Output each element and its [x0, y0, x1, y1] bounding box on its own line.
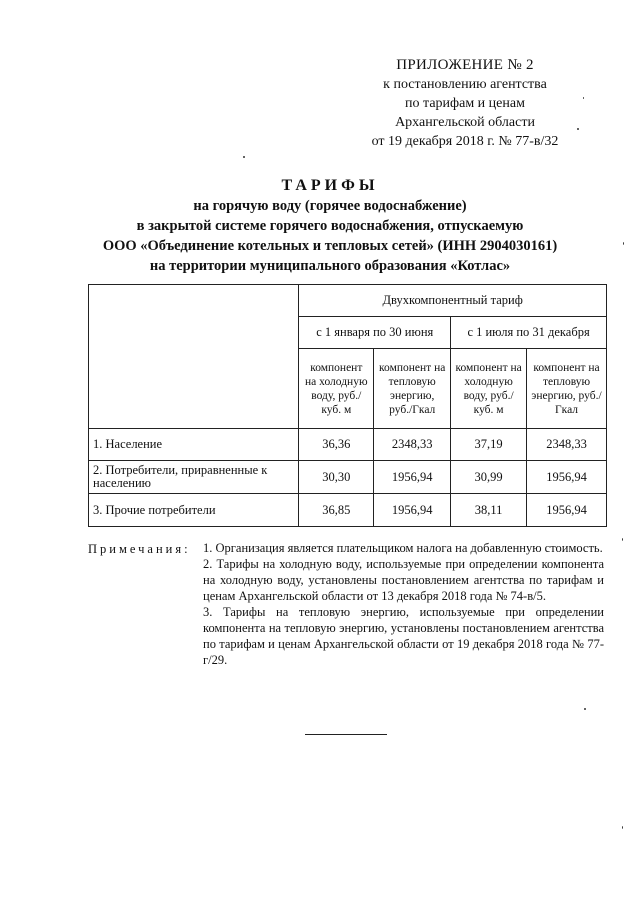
document-title	[60, 176, 600, 276]
title-line: на горячую воду (горячее водоснабжение)	[193, 198, 467, 214]
table-row	[89, 494, 607, 527]
group-header: Двухкомпонентный тариф	[299, 285, 607, 317]
period-header-2: с 1 июля по 31 декабря	[451, 317, 607, 349]
appendix-line: к постановлению агентства	[383, 77, 547, 92]
scan-speck	[623, 242, 624, 245]
title-main: ТАРИФЫ	[281, 177, 379, 194]
cell-value: 1956,94	[374, 494, 451, 527]
title-line: ООО «Объединение котельных и тепловых сетей» (ИНН 2904030161)	[102, 238, 558, 254]
cell-value: 37,19	[451, 429, 527, 461]
column-header-cold: компонент на холодную воду, руб./куб. м	[299, 349, 374, 429]
appendix-line: Архангельской области	[395, 115, 535, 130]
table-row	[89, 461, 607, 494]
scan-speck	[622, 538, 623, 541]
scan-speck	[622, 826, 623, 829]
row-label: 1. Население	[89, 429, 299, 461]
appendix-heading: ПРИЛОЖЕНИЕ № 2	[396, 57, 534, 73]
appendix-block	[346, 56, 584, 151]
note-item: 3. Тарифы на тепловую энергию, используемые при определении компонента на тепловую энергию, установлены постановлением агентства по тарифам и ценам Архангельской области от 19 декабря 2018 года № 77-г/29.	[203, 605, 604, 667]
scan-speck	[243, 156, 245, 158]
note-item: 2. Тарифы на холодную воду, используемые при определении компонента на холодную воду, установлены постановлением агентства по тарифам и ценам Архангельской области от 13 декабря 2018 года № 74-в/5.	[203, 557, 604, 603]
appendix-line: по тарифам и ценам	[405, 96, 525, 111]
note-item: 1. Организация является плательщиком налога на добавленную стоимость.	[203, 541, 603, 555]
cell-value: 1956,94	[374, 461, 451, 494]
column-header-cold: компонент на холодную воду, руб./куб. м	[451, 349, 527, 429]
cell-value: 1956,94	[527, 461, 607, 494]
cell-value: 38,11	[451, 494, 527, 527]
title-line: в закрытой системе горячего водоснабжения, отпускаемую	[136, 218, 524, 234]
row-label: 2. Потребители, приравненные к населению	[89, 461, 299, 494]
period-header-1: с 1 января по 30 июня	[299, 317, 451, 349]
scan-speck	[577, 128, 579, 130]
cell-value: 2348,33	[374, 429, 451, 461]
cell-value: 1956,94	[527, 494, 607, 527]
column-header-heat: компонент на тепловую энергию, руб./Гкал	[527, 349, 607, 429]
notes-list	[203, 540, 604, 668]
tariff-table	[88, 284, 607, 527]
appendix-line: от 19 декабря 2018 г. № 77-в/32	[371, 134, 559, 149]
row-label: 3. Прочие потребители	[89, 494, 299, 527]
title-line: на территории муниципального образования «Котлас»	[149, 258, 511, 274]
cell-value: 2348,33	[527, 429, 607, 461]
cell-value: 30,30	[299, 461, 374, 494]
cell-value: 36,85	[299, 494, 374, 527]
column-header-heat: компонент на тепловую энергию, руб./Гкал	[374, 349, 451, 429]
cell-value: 30,99	[451, 461, 527, 494]
cell-value: 36,36	[299, 429, 374, 461]
scan-speck	[583, 97, 584, 99]
scan-speck	[584, 708, 586, 710]
closing-rule	[305, 734, 387, 735]
table-corner-cell	[89, 285, 299, 429]
table-row	[89, 429, 607, 461]
notes-label: Примечания:	[88, 542, 191, 556]
